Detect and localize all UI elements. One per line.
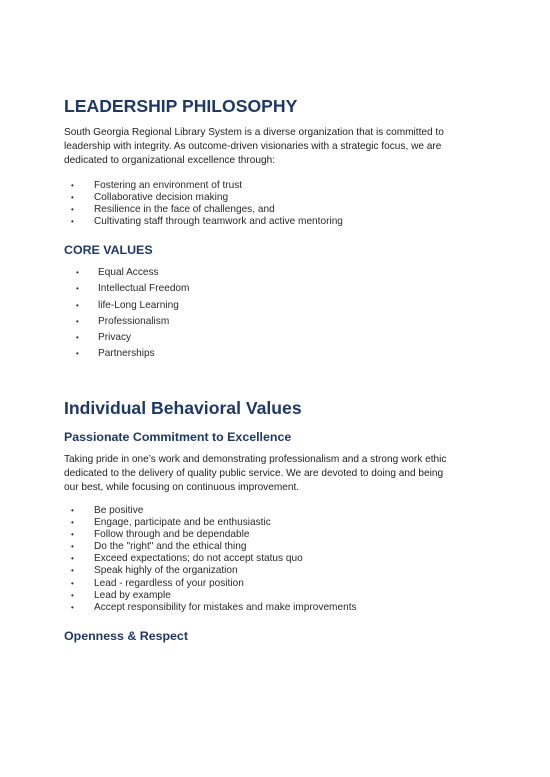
bullet-icon: • [71, 542, 74, 552]
intro-line: dedicated to organizational excellence through: [64, 155, 275, 167]
philosophy-list [71, 180, 343, 228]
bullet-icon: • [71, 554, 74, 564]
bullet-icon: • [76, 333, 79, 343]
intro-line: leadership with integrity. As outcome-driven visionaries with a strategic focus, we are [64, 141, 442, 153]
list-item: • life-Long Learning [76, 298, 189, 314]
bullet-icon: • [76, 300, 79, 310]
bullet-icon: • [71, 205, 74, 215]
list-item: • Intellectual Freedom [76, 281, 189, 297]
bullet-icon: • [71, 590, 74, 600]
list-item: • Resilience in the face of challenges, and [71, 204, 275, 216]
list-item: • Be positive [71, 505, 144, 516]
bullet-icon: • [71, 217, 74, 227]
bullet-icon: • [71, 578, 74, 588]
individual-values-heading: Individual Behavioral Values [64, 398, 302, 418]
list-item: • Do the "right" and the ethical thing [71, 541, 247, 553]
list-item: • Privacy [76, 330, 189, 346]
list-item: • Partnerships [76, 346, 189, 362]
list-item: • Lead by example [71, 589, 171, 601]
bullet-icon: • [71, 518, 74, 528]
bullet-icon: • [76, 284, 79, 294]
passion-heading: Passionate Commitment to Excellence [64, 430, 292, 444]
bullet-icon: • [76, 316, 79, 326]
bullet-icon: • [76, 349, 79, 359]
bullet-icon: • [71, 506, 74, 515]
bullet-icon: • [71, 193, 74, 203]
list-item: • Lead - regardless of your position [71, 577, 244, 589]
bullet-icon: • [71, 181, 74, 190]
passion-paragraph [64, 453, 494, 496]
openness-heading: Openness & Respect [64, 629, 188, 643]
list-item: • Speak highly of the organization [71, 565, 238, 577]
bullet-icon: • [76, 268, 79, 277]
list-item: • Exceed expectations; do not accept status quo [71, 553, 303, 565]
list-item: • Professionalism [76, 314, 189, 330]
passion-line: dedicated to the delivery of quality public service. We are devoted to doing and being [64, 468, 444, 480]
list-item: • Collaborative decision making [71, 192, 229, 204]
bullet-icon: • [71, 566, 74, 576]
passion-list [71, 505, 357, 614]
core-values-heading: CORE VALUES [64, 243, 153, 257]
passion-line: our best, while focusing on continuous improvement. [64, 482, 300, 494]
list-item: • Fostering an environment of trust [71, 180, 243, 191]
list-item: • Equal Access [76, 265, 189, 281]
list-item: • Follow through and be dependable [71, 529, 250, 541]
intro-paragraph [64, 126, 494, 169]
list-item: • Accept responsibility for mistakes and make improvements [71, 601, 357, 613]
list-item: • Cultivating staff through teamwork and active mentoring [71, 216, 343, 228]
bullet-icon: • [71, 602, 74, 612]
bullet-icon: • [71, 530, 74, 540]
intro-line: South Georgia Regional Library System is a diverse organization that is committed to [64, 127, 444, 138]
list-item: • Engage, participate and be enthusiastic [71, 517, 271, 529]
page-title: LEADERSHIP PHILOSOPHY [64, 96, 298, 116]
core-values-list [76, 265, 189, 363]
passion-line: Taking pride in one’s work and demonstrating professionalism and a strong work ethic [64, 454, 447, 465]
